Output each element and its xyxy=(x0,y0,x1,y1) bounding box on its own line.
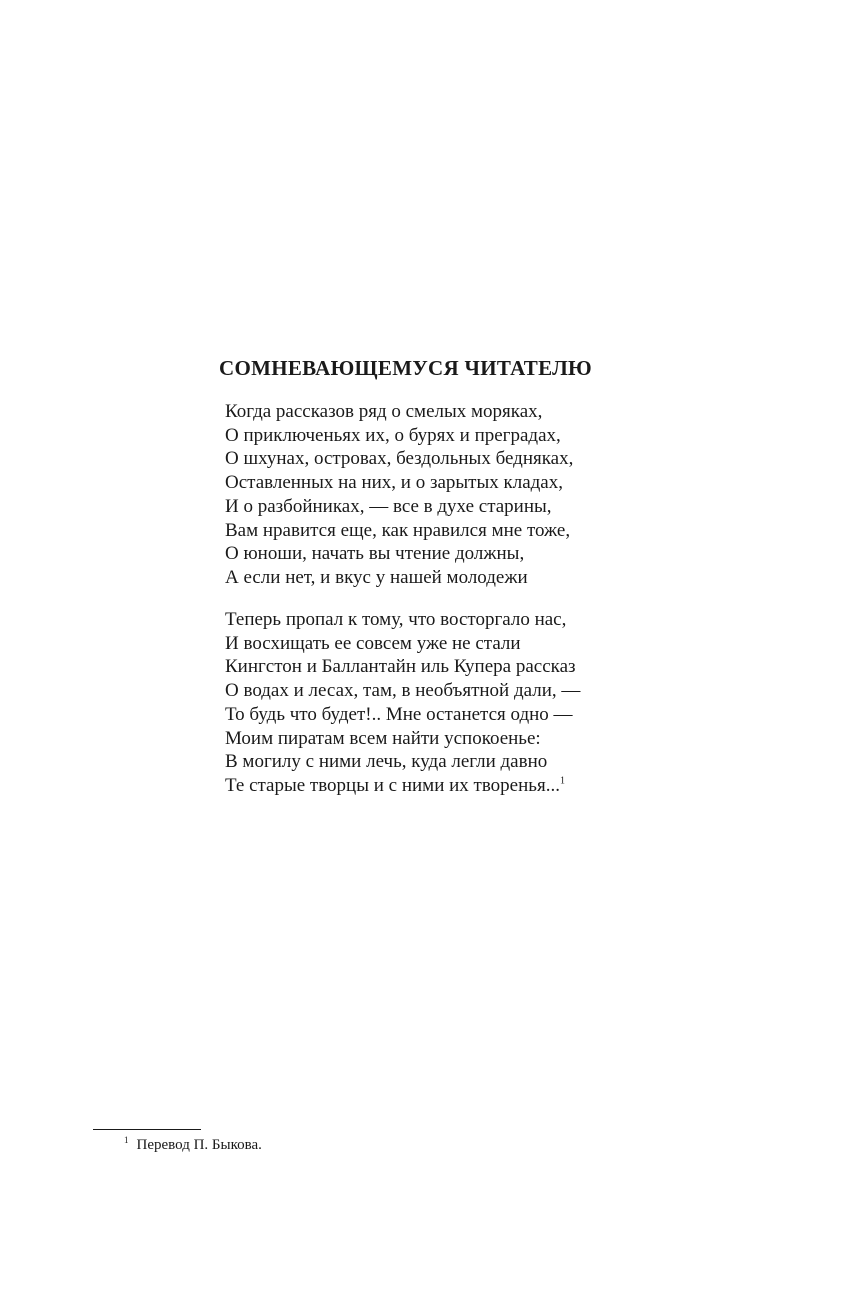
footnote-text: Перевод П. Быкова. xyxy=(136,1137,262,1153)
footnote-reference[interactable]: 1 xyxy=(559,775,565,787)
poem-line: И восхищать ее совсем уже не стали xyxy=(225,632,521,654)
poem-line: Теперь пропал к тому, что восторгало нас, xyxy=(225,609,567,630)
poem-line: Вам нравится еще, как нравился мне тоже, xyxy=(225,519,571,541)
poem-line: О водах и лесах, там, в необъятной дали, — xyxy=(225,680,581,702)
poem-line: Когда рассказов ряд о смелых моряках, xyxy=(225,401,543,422)
poem-line: И о разбойниках, — все в духе старины, xyxy=(225,495,552,517)
poem-line: О юноши, начать вы чтение должны, xyxy=(225,543,525,565)
stanza-1 xyxy=(225,400,573,590)
poem-line: О шхунах, островах, бездольных бедняках, xyxy=(225,448,574,470)
stanza-2 xyxy=(225,608,580,798)
poem-line: В могилу с ними лечь, куда легли давно xyxy=(225,751,548,773)
poem-title: СОМНЕВАЮЩЕМУСЯ ЧИТАТЕЛЮ xyxy=(219,356,592,380)
poem-line: То будь что будет!.. Мне останется одно — xyxy=(225,703,573,725)
poem-line: О приключеньях их, о бурях и преградах, xyxy=(225,424,561,446)
poem-line: Кингстон и Баллантайн иль Купера рассказ xyxy=(225,656,576,678)
footnote-divider xyxy=(93,1129,201,1130)
footnote-mark: 1 xyxy=(124,1135,129,1145)
poem-line: Моим пиратам всем найти успокоенье: xyxy=(225,727,541,749)
poem-line: А если нет, и вкус у нашей молодежи xyxy=(225,566,528,588)
poem-line-last xyxy=(225,774,580,798)
poem-line: Оставленных на них, и о зарытых кладах, xyxy=(225,472,563,494)
footnote xyxy=(124,1137,262,1154)
poem-line-text: Те старые творцы и с ними их творенья... xyxy=(225,774,560,796)
